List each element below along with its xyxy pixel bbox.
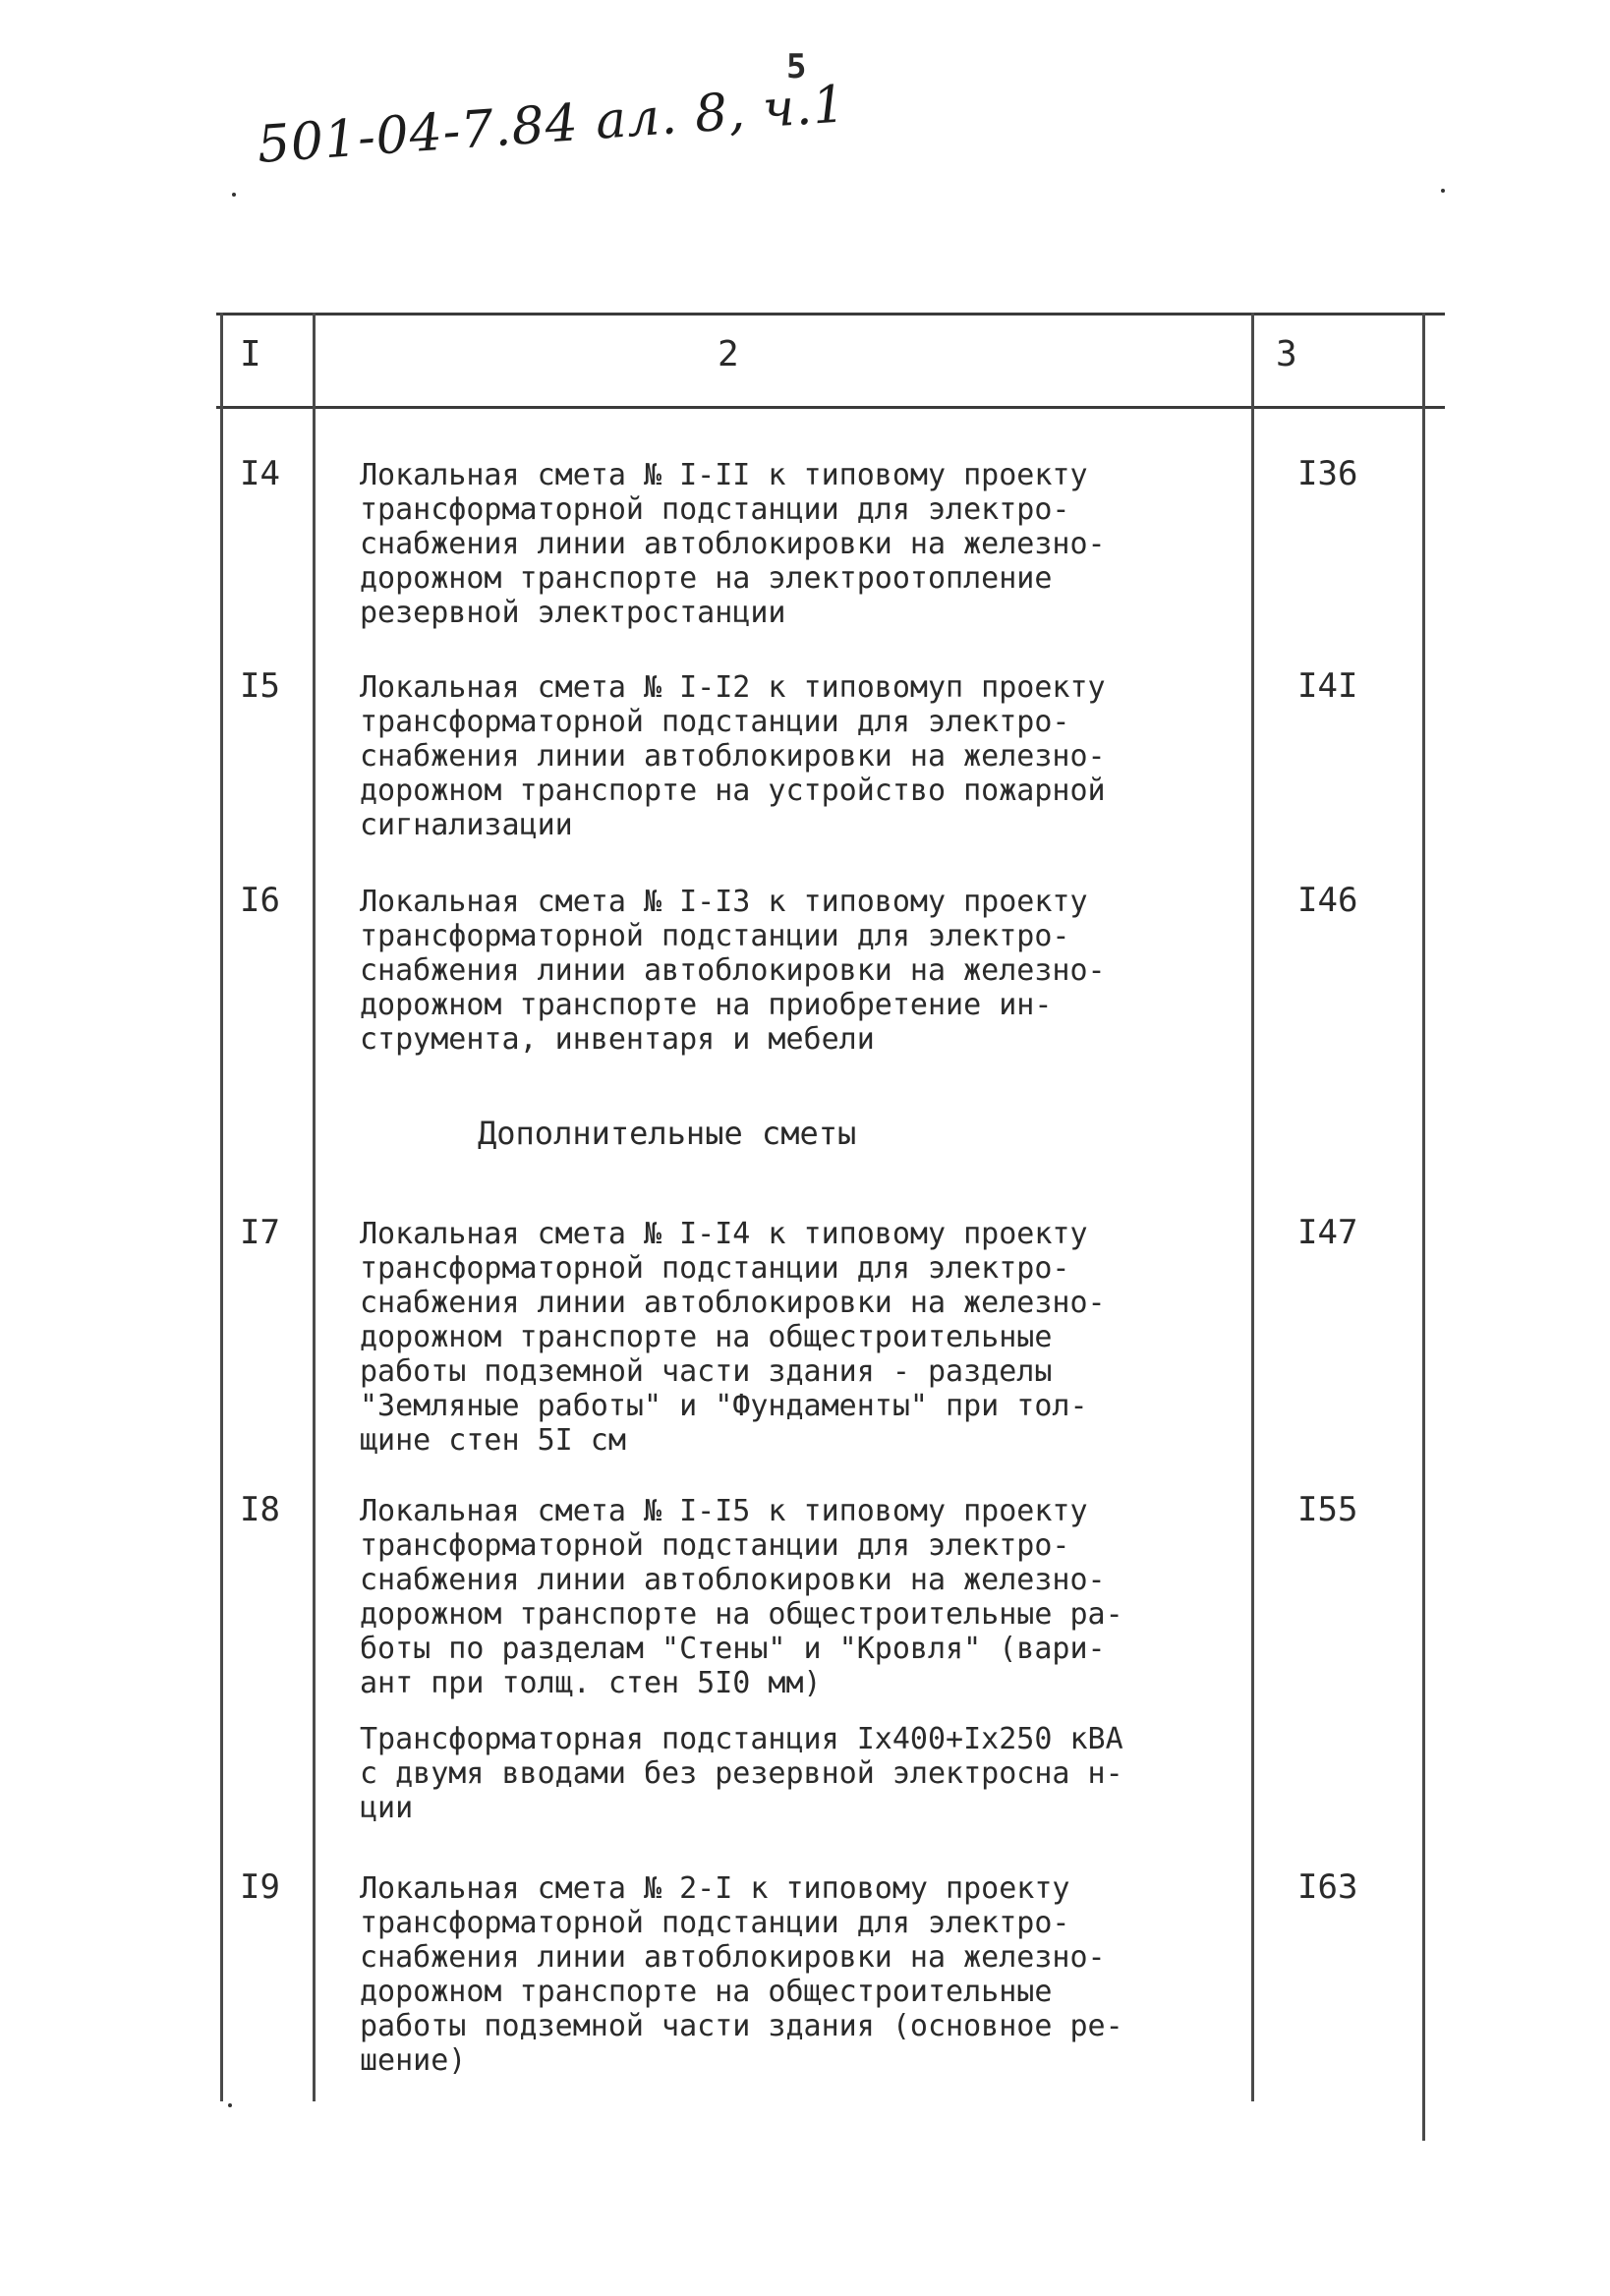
section-heading: Дополнительные сметы [478, 1115, 857, 1152]
scan-speck [228, 2103, 232, 2107]
column-header-page: 3 [1276, 334, 1297, 374]
entry-page: I36 [1297, 454, 1358, 493]
table-left-border [220, 313, 223, 2101]
entry-page: I55 [1297, 1490, 1358, 1529]
scan-speck [1441, 189, 1445, 193]
entry-description: Локальная смета № 2-I к типовому проекту трансформаторной подстанции для электро- снабжения линии автоблокировки на железно- дорожном транспорте на общестроительные работы подземной части здания (основное ре- шение) [360, 1871, 1123, 2078]
table-top-rule [216, 313, 1445, 316]
scan-speck [232, 193, 236, 197]
column-header-description: 2 [718, 334, 739, 374]
subsection-note: Трансформаторная подстанция Iх400+Iх250 кВА с двумя вводами без резервной электросна н- ции [360, 1722, 1123, 1825]
entry-page: I46 [1297, 881, 1358, 920]
handwritten-document-code: 501-04-7.84 ал. 8, ч.1 [255, 75, 848, 175]
entry-description: Локальная смета № I-I2 к типовомуп проекту трансформаторной подстанции для электро- снабжения линии автоблокировки на железно- дорожном транспорте на устройство пожарной сигнализации [360, 670, 1106, 842]
entry-number: I4 [240, 454, 280, 493]
table-column-divider [1251, 313, 1254, 2101]
entry-description: Локальная смета № I-II к типовому проекту трансформаторной подстанции для электро- снабжения линии автоблокировки на железно- дорожном транспорте на электроотопление резервной электростанции [360, 458, 1106, 630]
entry-description: Локальная смета № I-I3 к типовому проекту трансформаторной подстанции для электро- снабжения линии автоблокировки на железно- дорожном транспорте на приобретение ин- струмента, инвентаря и мебели [360, 885, 1106, 1057]
entry-description: Локальная смета № I-I5 к типовому проекту трансформаторной подстанции для электро- снабжения линии автоблокировки на железно- дорожном транспорте на общестроительные ра- боты по разделам "Стены" и "Кровля" (вари- ант при толщ. стен 5I0 мм) [360, 1494, 1123, 1700]
entry-number: I8 [240, 1490, 280, 1529]
entry-number: I7 [240, 1213, 280, 1252]
entry-page: I4I [1297, 666, 1358, 706]
entry-page: I63 [1297, 1867, 1358, 1907]
entry-description: Локальная смета № I-I4 к типовому проекту трансформаторной подстанции для электро- снабжения линии автоблокировки на железно- дорожном транспорте на общестроительные работы подземной части здания - разделы "Земляные работы" и "Фундаменты" при тол- щине стен 5I см [360, 1217, 1106, 1458]
page-number: 5 [786, 47, 807, 86]
table-right-border [1422, 313, 1425, 2141]
table-header-rule [216, 406, 1445, 409]
entry-number: I5 [240, 666, 280, 706]
entry-number: I9 [240, 1867, 280, 1907]
column-header-number: I [240, 334, 261, 374]
entry-number: I6 [240, 881, 280, 920]
table-column-divider [313, 313, 316, 2101]
entry-page: I47 [1297, 1213, 1358, 1252]
